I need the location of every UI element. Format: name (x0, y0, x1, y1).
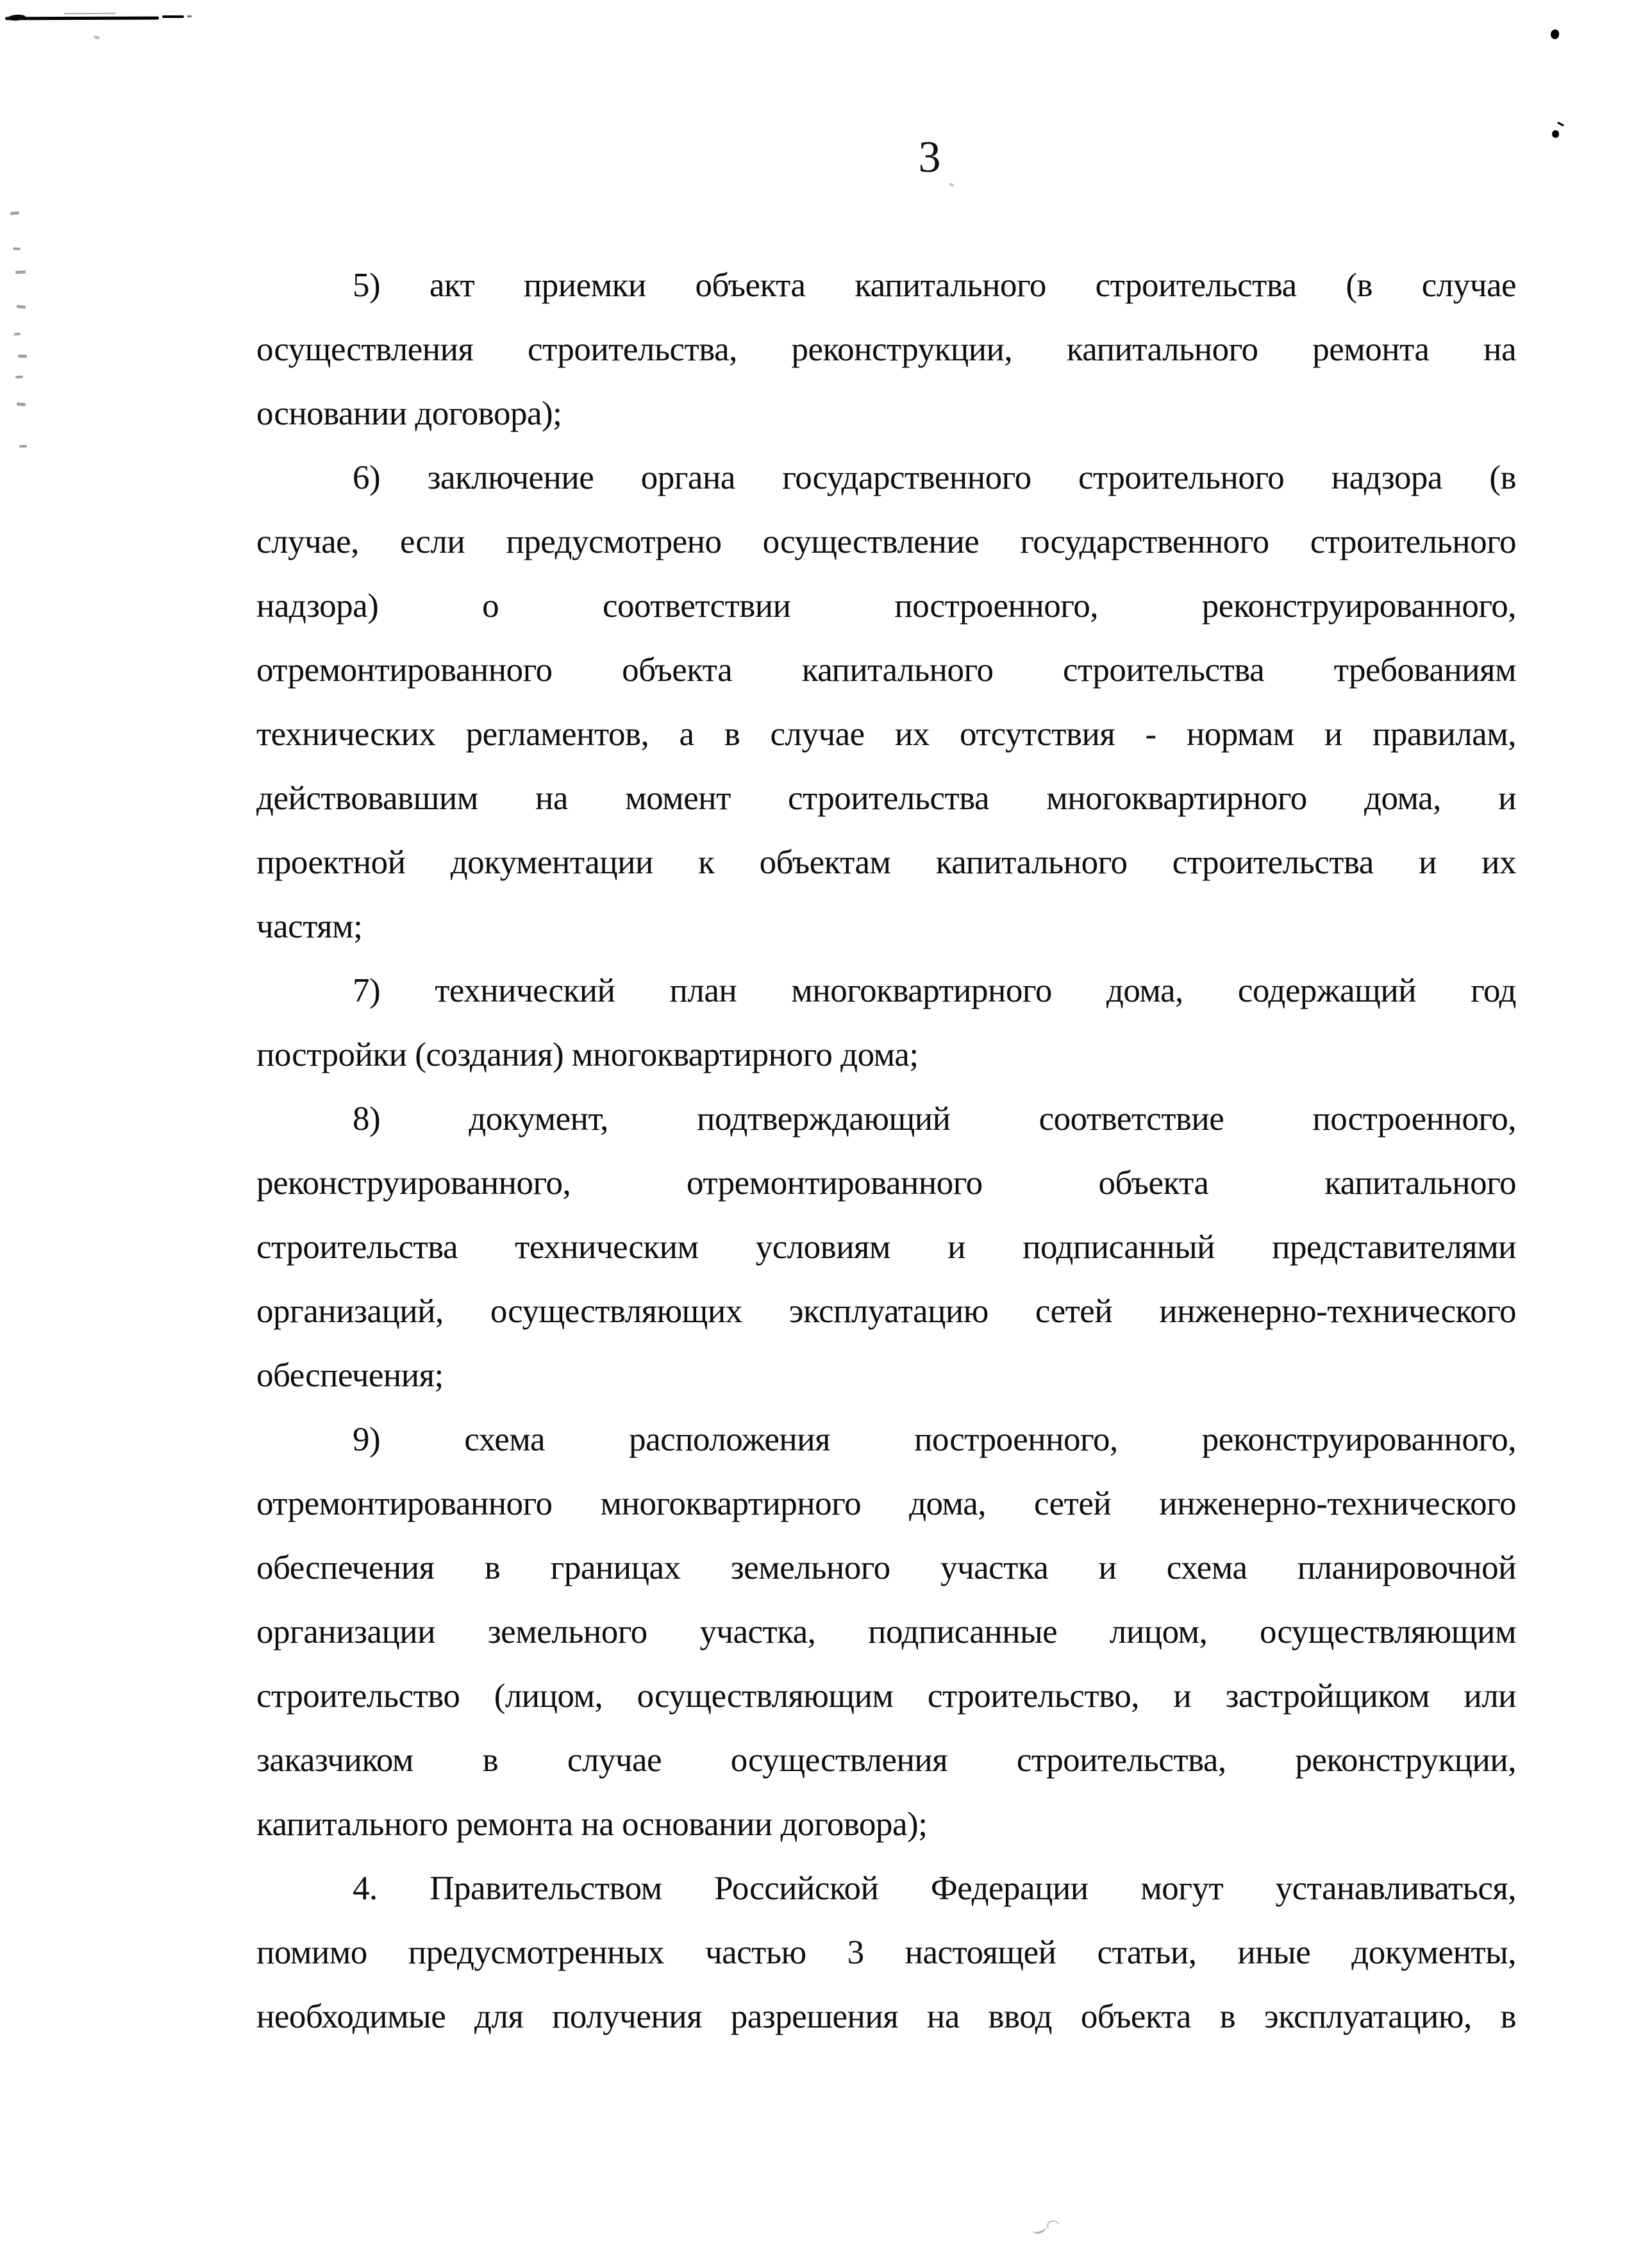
scan-margin-speck (17, 402, 26, 406)
text-line: капитального ремонта на основании договора); (256, 1806, 928, 1843)
text-line: отремонтированного объекта капитального строительства требованиям (256, 651, 1516, 689)
paragraph (256, 1856, 1516, 2049)
text-line: 8) документ, подтверждающий соответствие построенного, (353, 1100, 1516, 1138)
scan-margin-speck (10, 211, 19, 215)
scan-artifact-line-blob (8, 14, 26, 21)
scan-speck-near-page-number (949, 183, 955, 187)
paragraph (256, 446, 1516, 959)
page-number: 3 (918, 133, 941, 182)
text-line: технических регламентов, а в случае их отсутствия - нормам и правилам, (256, 716, 1516, 753)
scan-pencil-mark-2 (1046, 2219, 1061, 2233)
text-line: надзора) о соответствии построенного, реконструированного, (256, 587, 1516, 625)
text-line: случае, если предусмотрено осуществление государственного строительного (256, 523, 1516, 560)
text-line: реконструированного, отремонтированного объекта капитального (256, 1164, 1516, 1202)
text-line: постройки (создания) многоквартирного дома; (256, 1036, 919, 1073)
text-line: заказчиком в случае осуществления строительства, реконструкции, (256, 1742, 1516, 1779)
scan-artifact-dash (162, 15, 184, 18)
text-line: строительство (лицом, осуществляющим строительство, и застройщиком или (256, 1677, 1516, 1715)
scan-pencil-mark (1031, 2222, 1047, 2235)
scan-artifact-dash-speck (187, 15, 192, 17)
text-line: необходимые для получения разрешения на ввод объекта в эксплуатацию, в (256, 1998, 1516, 2035)
text-line: основании договора); (256, 395, 562, 432)
text-line: 9) схема расположения построенного, реконструированного, (353, 1421, 1516, 1458)
scan-margin-speck (15, 271, 26, 274)
scan-margin-speck (17, 305, 26, 308)
text-line: действовавшим на момент строительства многоквартирного дома, и (256, 780, 1516, 817)
scan-margin-speck (14, 333, 21, 336)
scan-margin-speck (18, 355, 27, 358)
scan-margin-speck (15, 376, 23, 379)
scan-margin-speck (13, 248, 21, 251)
text-line: организации земельного участка, подписанные лицом, осуществляющим (256, 1613, 1516, 1651)
text-line: 4. Правительством Российской Федерации могут устанавливаться, (353, 1870, 1516, 1907)
text-line: обеспечения в границах земельного участка и схема планировочной (256, 1549, 1516, 1586)
text-line: частям; (256, 908, 363, 945)
scan-ink-dot-right-tail (1557, 122, 1564, 127)
text-line: отремонтированного многоквартирного дома, сетей инженерно-технического (256, 1485, 1516, 1522)
paragraph (256, 1087, 1516, 1407)
text-line: обеспечения; (256, 1357, 444, 1394)
text-line: проектной документации к объектам капитального строительства и их (256, 844, 1516, 881)
paragraph (256, 253, 1516, 446)
text-line: строительства техническим условиям и подписанный представителями (256, 1229, 1516, 1266)
paragraph (256, 1407, 1516, 1856)
scan-speck-top-left (94, 35, 101, 40)
scan-margin-speck (19, 445, 27, 448)
scan-artifact-line (5, 17, 159, 21)
text-line: 5) акт приемки объекта капитального строительства (в случае (353, 267, 1516, 304)
text-line: 6) заключение органа государственного строительного надзора (в (353, 459, 1516, 496)
scan-artifact-line-ghost (64, 13, 115, 14)
text-line: 7) технический план многоквартирного дома, содержащий год (353, 972, 1516, 1009)
paragraph (256, 959, 1516, 1087)
scan-ink-dot-top-right (1551, 29, 1559, 39)
scan-ink-dot-right (1552, 130, 1559, 138)
text-line: помимо предусмотренных частью 3 настоящей статьи, иные документы, (256, 1934, 1516, 1971)
text-line: осуществления строительства, реконструкции, капитального ремонта на (256, 331, 1516, 368)
document-body (256, 253, 1516, 2049)
text-line: организаций, осуществляющих эксплуатацию сетей инженерно-технического (256, 1293, 1516, 1330)
